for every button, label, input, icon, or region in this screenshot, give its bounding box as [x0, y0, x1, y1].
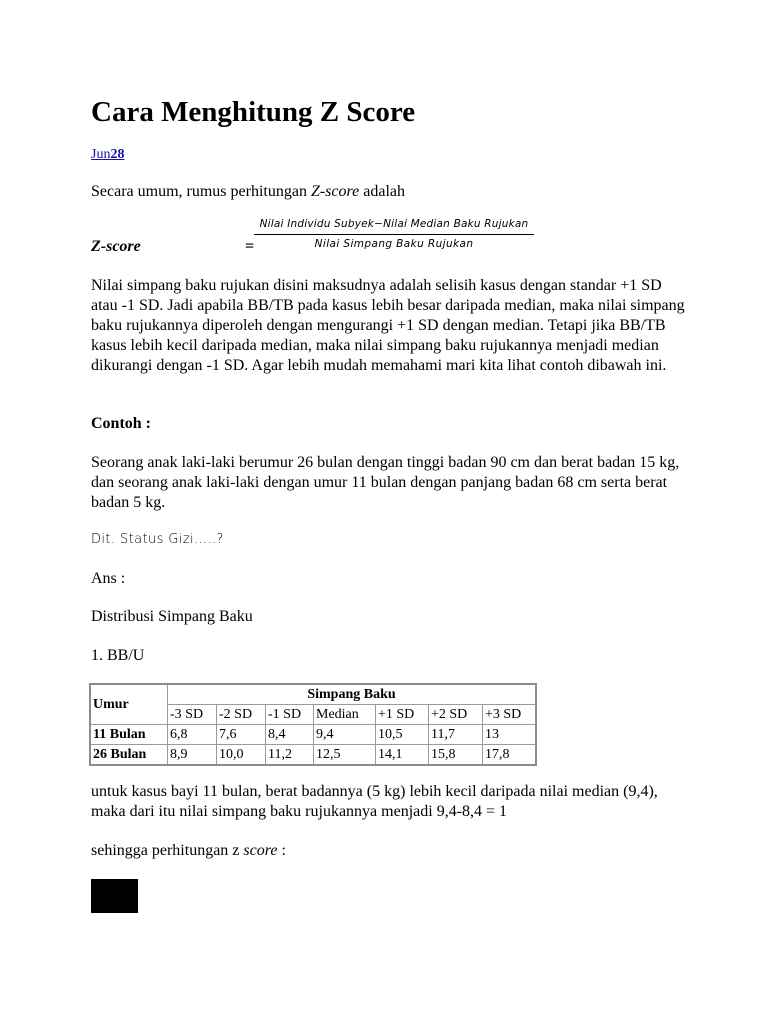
table-header-row [90, 684, 536, 705]
distribusi-heading: Distribusi Simpang Baku [91, 608, 253, 625]
date-month: Jun [91, 147, 111, 162]
row-label: 11 Bulan [90, 725, 168, 745]
formula-label: Z-score [91, 238, 141, 255]
intro-before: Secara umum, rumus perhitungan [91, 183, 311, 200]
bbu-heading: 1. BB/U [91, 647, 145, 664]
row-label: 26 Bulan [90, 745, 168, 766]
calculation-paragraph: untuk kasus bayi 11 bulan, berat badannya (5 kg) lebih kecil daripada nilai median (9,4), maka dari itu nilai simpang baku rujukannya menjadi 9,4-8,4 = 1 [91, 783, 658, 820]
column-header: -1 SD [266, 705, 314, 725]
dit-line: Dit. Status Gizi…..? [91, 532, 224, 547]
formula-denominator: Nilai Simpang Baku Rujukan [314, 238, 474, 250]
group-header: Simpang Baku [168, 684, 537, 705]
table-cell: 9,4 [314, 725, 376, 745]
table-row [90, 745, 536, 766]
table-cell: 13 [483, 725, 537, 745]
intro-em: Z-score [310, 183, 360, 200]
post-date-link[interactable] [91, 146, 124, 164]
intro-after: adalah [359, 183, 405, 200]
sehingga-before: sehingga perhitungan z [91, 842, 244, 859]
table-cell: 7,6 [217, 725, 266, 745]
column-header: +3 SD [483, 705, 537, 725]
example-paragraph: Seorang anak laki-laki berumur 26 bulan dengan tinggi badan 90 cm dan berat badan 15 kg, dan seorang anak laki-laki dengan umur 11 bulan dengan panjang badan 68 cm serta berat badan 5 kg. [91, 454, 680, 511]
table-cell: 8,9 [168, 745, 217, 766]
column-header: -2 SD [217, 705, 266, 725]
sehingga-em: score [243, 842, 278, 859]
column-header: +1 SD [376, 705, 429, 725]
column-header: Median [314, 705, 376, 725]
row-header-umur: Umur [90, 684, 168, 725]
formula-image-placeholder [91, 879, 138, 913]
explanation-paragraph: Nilai simpang baku rujukan disini maksudnya adalah selisih kasus dengan standar +1 SD atau -1 SD. Jadi apabila BB/TB pada kasus lebih besar daripada median, maka nilai simpang baku rujukannya diperoleh dengan mengurangi +1 SD dengan median. Tetapi jika BB/TB kasus lebih kecil daripada median, maka nilai simpang baku rujukannya menjadi median dikurangi dengan -1 SD. Agar lebih mudah memahami mari kita lihat contoh dibawah ini. [91, 277, 685, 374]
column-header: +2 SD [429, 705, 483, 725]
formula-numerator: Nilai Individu Subyek−Nilai Median Baku Rujukan [254, 218, 534, 235]
date-day: 28 [110, 147, 125, 162]
formula-equals: = [245, 238, 255, 255]
table-row [90, 725, 536, 745]
formula-fraction [254, 218, 534, 251]
sehingga-after: : [277, 842, 286, 859]
table-cell: 11,7 [429, 725, 483, 745]
column-header: -3 SD [168, 705, 217, 725]
page-title: Cara Menghitung Z Score [91, 96, 416, 128]
table-cell: 15,8 [429, 745, 483, 766]
table-cell: 10,5 [376, 725, 429, 745]
contoh-heading: Contoh : [91, 415, 152, 432]
sehingga-line [91, 841, 286, 861]
simpang-baku-table [89, 683, 537, 766]
table-cell: 10,0 [217, 745, 266, 766]
table-cell: 14,1 [376, 745, 429, 766]
table-cell: 6,8 [168, 725, 217, 745]
ans-label: Ans : [91, 570, 126, 587]
table-cell: 17,8 [483, 745, 537, 766]
table-cell: 12,5 [314, 745, 376, 766]
intro-paragraph [91, 182, 405, 202]
table-cell: 11,2 [266, 745, 314, 766]
table-cell: 8,4 [266, 725, 314, 745]
